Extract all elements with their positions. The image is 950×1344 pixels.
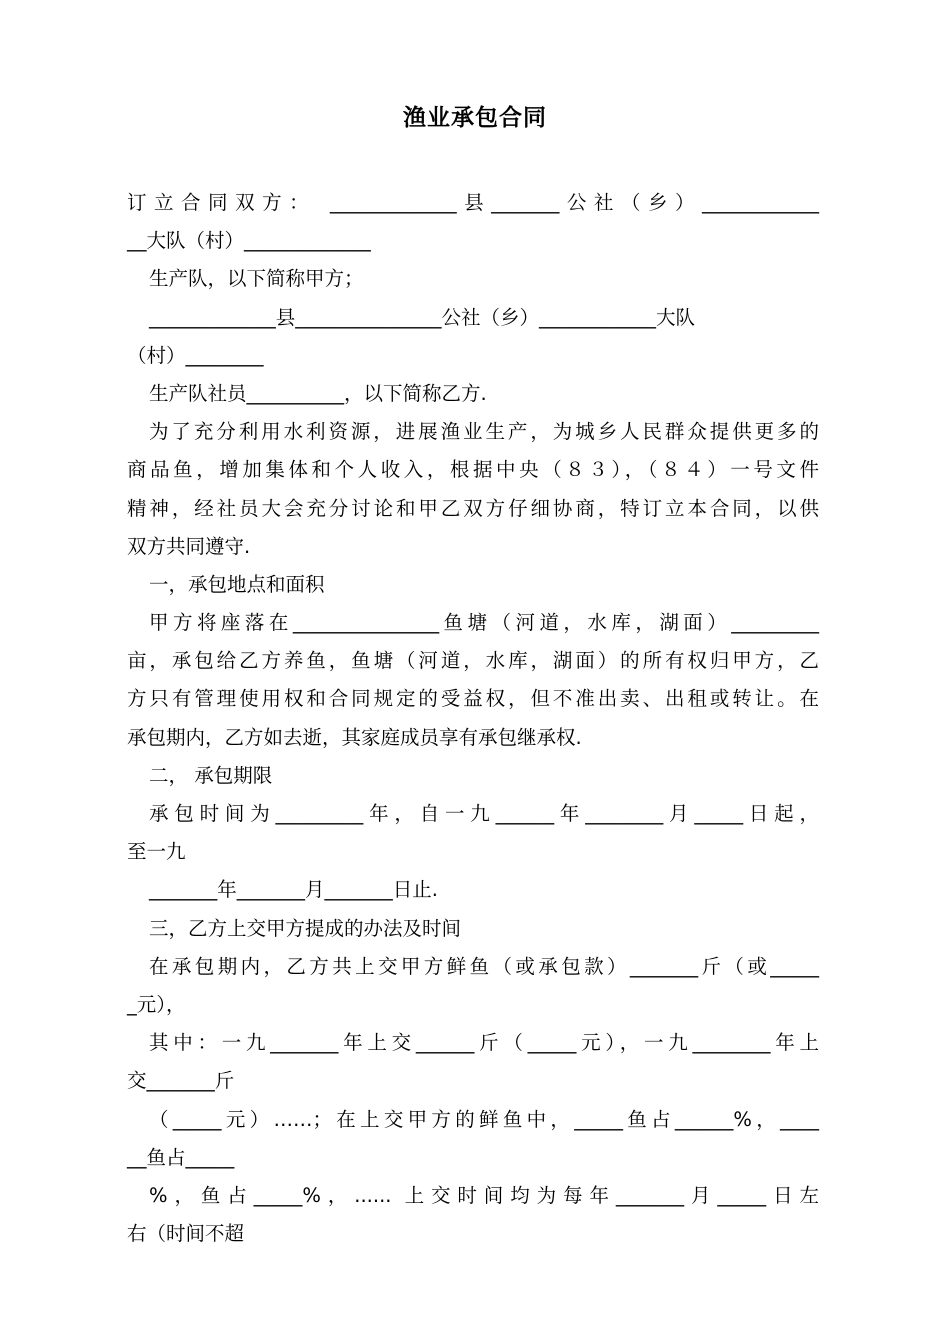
section-heading: 二， 承包期限	[149, 763, 273, 787]
section-heading: 一，承包地点和面积	[149, 572, 325, 596]
text-line: 在承包期内，乙方共上交甲方鲜鱼（或承包款）_______斤（或_____	[149, 954, 819, 978]
text-line: 为了充分利用水利资源，进展渔业生产，为城乡人民群众提供更多的	[149, 420, 819, 444]
section-heading: 三，乙方上交甲方提成的办法及时间	[149, 916, 462, 940]
text-line: 亩，承包给乙方养鱼，鱼塘（河道，水库，湖面）的所有权归甲方，乙	[127, 649, 819, 673]
text-line: 方只有管理使用权和合同规定的受益权，但不准出卖、出租或转让。在	[127, 687, 819, 711]
text-line: 精神，经社员大会充分讨论和甲乙双方仔细协商，特订立本合同，以供	[127, 496, 819, 520]
text-line: 生产队，以下简称甲方；	[149, 267, 364, 291]
text-line: 甲方将座落在_______________鱼塘（河道，水库，湖面）_________	[149, 611, 819, 635]
text-line: _元），	[127, 992, 186, 1016]
text-line: 至一九	[127, 840, 186, 864]
text-line: __大队（村）_____________	[127, 229, 371, 253]
text-line: %，鱼占_____%，...... 上交时间均为每年_______月_____日左	[149, 1183, 819, 1207]
text-line: _______年_______月_______日止.	[149, 878, 438, 902]
parties-line: 订立合同双方： _____________县_______公社（乡）____________	[127, 191, 819, 214]
text-line: __鱼占_____	[127, 1145, 235, 1169]
text-line: 交_______斤	[127, 1069, 235, 1093]
document-body	[127, 184, 819, 1253]
text-line: 右（时间不超	[127, 1222, 245, 1246]
text-line: 其中：一九_______年上交______斤（_____元），一九________年上	[149, 1031, 819, 1055]
text-line: _____________县_______________公社（乡）____________大队	[149, 305, 696, 329]
text-line: （村）________	[127, 343, 264, 367]
document-title: 渔业承包合同	[403, 105, 547, 131]
text-line: 承包期内，乙方如去逝，其家庭成员享有承包继承权.	[127, 725, 582, 749]
text-line: 双方共同遵守.	[127, 534, 251, 558]
text-line: 生产队社员__________，以下简称乙方.	[149, 381, 487, 405]
text-line: 承包时间为_________年，自一九______年________月_____日起，	[149, 802, 819, 825]
text-line: （_____元）……；在上交甲方的鲜鱼中，_____鱼占______%，____	[149, 1107, 819, 1131]
text-line: 商品鱼，增加集体和个人收入，根据中央（８３），（８４）一号文件	[127, 458, 819, 482]
